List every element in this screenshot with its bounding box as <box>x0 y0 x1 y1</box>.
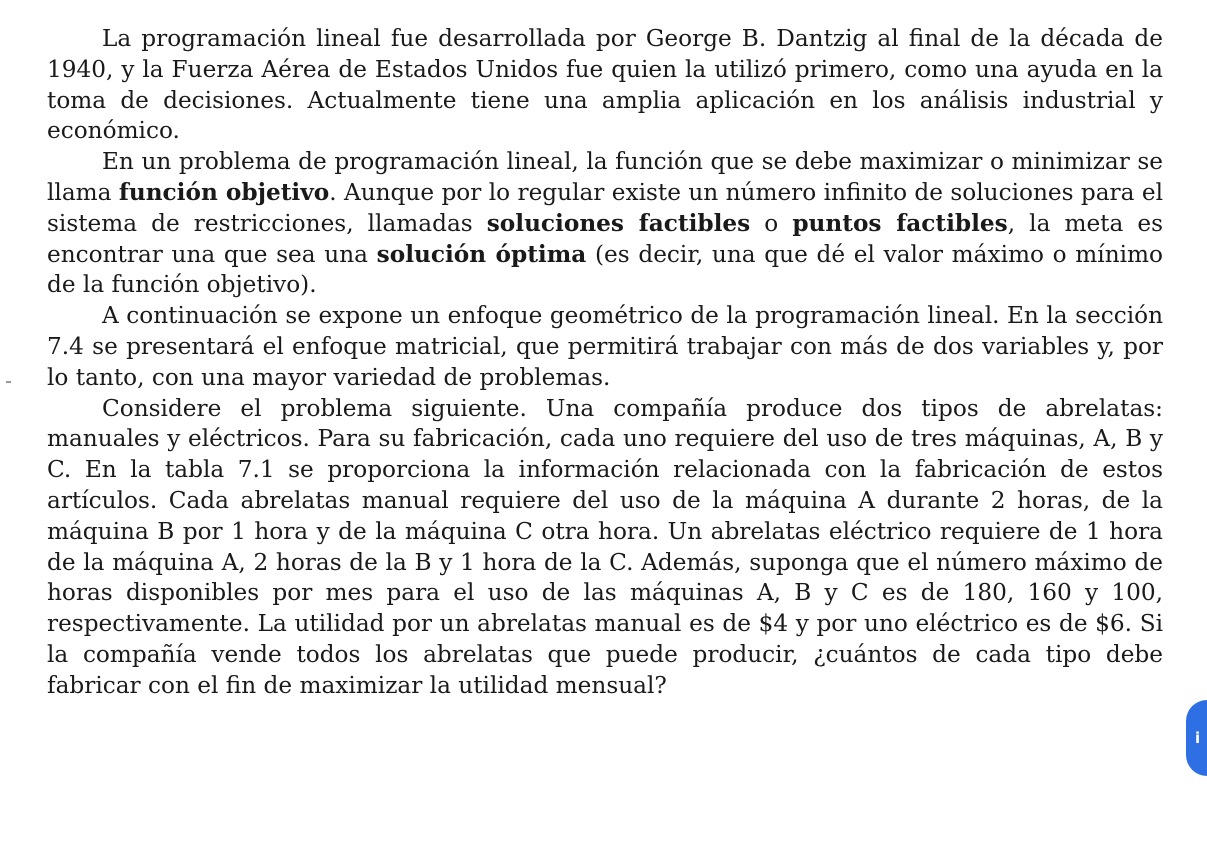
paragraph-2-text-1: En un problema de programación lineal, la función que se debe maximizar o minimizar se llama <box>47 148 1163 206</box>
paragraph-2-text-2: . Aunque por lo regular existe un número infinito de soluciones para el sistema de restricciones, llamadas <box>47 178 1163 237</box>
margin-tick-mark <box>6 381 11 383</box>
term-soluciones-factibles: soluciones factibles <box>486 209 751 237</box>
paragraph-1-text: La programación lineal fue desarrollada por George B. Dantzig al final de la década de 1940, y la Fuerza Aérea de Estados Unidos fue quien la utilizó primero, como una ayuda en la toma de decisiones. Actualmente tiene una amplia aplicación en los análisis industrial y económico. <box>47 25 1163 145</box>
paragraph-2 <box>47 147 1163 301</box>
side-info-button[interactable] <box>1186 700 1207 776</box>
paragraph-4 <box>47 394 1163 702</box>
term-funcion-objetivo: función objetivo <box>118 178 330 206</box>
term-solucion-optima: solución óptima <box>376 240 587 268</box>
paragraph-3 <box>47 301 1163 393</box>
paragraph-2-text-5: (es decir, una que dé el valor máximo o mínimo de la función objetivo). <box>47 240 1163 299</box>
info-icon: i <box>1195 729 1201 747</box>
paragraph-3-text: A continuación se expone un enfoque geométrico de la programación lineal. En la sección 7.4 se presentará el enfoque matricial, que permitirá trabajar con más de dos variables y, por lo tanto, con una mayor variedad de problemas. <box>47 302 1163 391</box>
paragraph-2-text-3: o <box>750 209 793 237</box>
paragraph-2-text-4: , la meta es encontrar una que sea una <box>47 209 1163 268</box>
paragraph-1 <box>47 24 1163 147</box>
document-body <box>47 24 1163 702</box>
paragraph-4-text: Considere el problema siguiente. Una compañía produce dos tipos de abrelatas: manuales y eléctricos. Para su fabricación, cada uno requiere del uso de tres máquinas, A, B y C. En la tabla 7.1 se proporciona la información relacionada con la fabricación de estos artículos. Cada abrelatas manual requiere del uso de la máquina A durante 2 horas, de la máquina B por 1 hora y de la máquina C otra hora. Un abrelatas eléctrico requiere de 1 hora de la máquina A, 2 horas de la B y 1 hora de la C. Además, suponga que el número máximo de horas disponibles por mes para el uso de las máquinas A, B y C es de 180, 160 y 100, respectivamente. La utilidad por un abrelatas manual es de $4 y por uno eléctrico es de $6. Si la compañía vende todos los abrelatas que puede producir, ¿cuántos de cada tipo debe fabricar con el fin de maximizar la utilidad mensual? <box>47 394 1163 699</box>
term-puntos-factibles: puntos factibles <box>792 209 1008 237</box>
